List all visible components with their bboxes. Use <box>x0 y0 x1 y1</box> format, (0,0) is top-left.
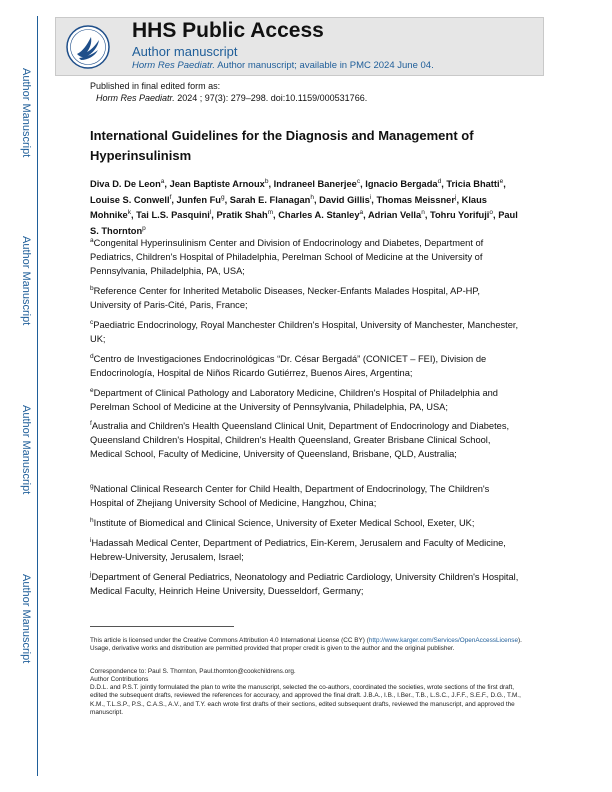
contributions-heading: Author Contributions <box>90 676 149 683</box>
affiliation-f: $^f$Australia and Children's Health Queensland Clinical Unit, Department of Endocrinology and Diabetes, Queensland Children's Hospital, Children's Health Queensland, Greater Brisbane Clinical School, Medical School, Faculty of Medicine, University of Queensland, Brisbane, QLD, Australia; <box>90 419 510 459</box>
hhs-header <box>55 17 544 76</box>
author-name: Louise S. Conwell <box>90 194 170 205</box>
author-name: Pratik Shah <box>216 210 268 220</box>
author-affiliation-marker: a <box>160 177 165 185</box>
author-name: Paul S. Thornton <box>90 210 518 236</box>
author-affiliation-marker: i <box>369 193 372 201</box>
license-note: This article is licensed under the Creative Commons Attribution 4.0 International License (CC BY) (http://www.karger.com/Services/OpenAccessLicense). Usage, derivative works and distribution are permitted provided that proper credit is given to the author and the original publisher. <box>90 637 522 653</box>
author-name: Thomas Meissner <box>376 194 455 205</box>
article-title: International Guidelines for the Diagnosis and Management of Hyperinsulinism <box>90 128 474 163</box>
affiliation-j: $^j$Department of General Pediatrics, Neonatology and Pediatric Cardiology, University Children's Hospital, Medical Faculty, Heinrich Heine University, Duesseldorf, Germany; <box>90 570 519 596</box>
hhs-eagle-logo-icon <box>65 24 111 70</box>
side-label-4: Author Manuscript <box>20 574 32 664</box>
affiliation-h: $^h$Institute of Biomedical and Clinical Science, University of Exeter Medical School, Exeter, UK; <box>90 516 475 528</box>
author-affiliation-marker: d <box>437 177 442 185</box>
author-affiliation-marker: c <box>356 177 361 185</box>
citation-details: 2024 ; 97(3): 279–298. doi:10.1159/000531766. <box>174 93 368 103</box>
author-affiliation-marker: a <box>359 208 364 216</box>
author-affiliation-marker: e <box>499 177 504 185</box>
author-affiliation-marker: l <box>209 208 212 216</box>
side-label-2: Author Manuscript <box>20 236 32 326</box>
author-affiliation-marker: f <box>169 193 172 201</box>
author-name: Adrian Vella <box>367 210 422 220</box>
author-affiliation-marker: p <box>142 224 146 232</box>
affiliation-e: $^e$Department of Clinical Pathology and Laboratory Medicine, Children's Hospital of Philadelphia and Perelman School of Medicine at the University of Pennsylvania, Philadelphia, PA, USA; <box>90 386 498 412</box>
affiliation-i: $^i$Hadassah Medical Center, Department of Pediatrics, Ein-Kerem, Jerusalem and Faculty of Medicine, Hebrew-University, Jerusalem, Israel; <box>90 536 506 562</box>
author-name: Tai L.S. Pasquini <box>136 210 210 220</box>
header-title: HHS Public Access <box>132 19 324 42</box>
author-affiliation-marker: j <box>454 193 457 201</box>
header-availability-text: Author manuscript; available in PMC 2024 June 04. <box>215 60 434 71</box>
author-name: Jean Baptiste Arnoux <box>169 179 265 189</box>
side-label-3: Author Manuscript <box>20 405 32 495</box>
author-affiliation-marker: n <box>421 208 425 216</box>
affiliation-g: $^g$National Clinical Research Center for Child Health, Department of Endocrinology, The Children's Hospital of Zhejiang University School of Medicine, Hangzhou, China; <box>90 482 490 508</box>
license-link[interactable]: http://www.karger.com/Services/OpenAccessLicense <box>368 637 519 644</box>
affiliation-c: $^c$Paediatric Endocrinology, Royal Manchester Children's Hospital, University of Manchester, Manchester, UK; <box>90 318 519 344</box>
contributions-text: D.D.L. and P.S.T. jointly formulated the plan to write the manuscript, selected the co-authors, coordinated the societies, wrote sections of the first draft, edited the subsequent drafts, reviewed the references for accuracy, and approved the final draft. J.B.A., I.B., I.Ber., T.B., L.S.C., J.F.F., S.E.F., D.G., T.M., K.M., T.L.S.P., P.S., C.A.S., A.V., and T.Y. each wrote first drafts of their sections, edited subsequent drafts, reviewed the manuscript, and approved the manuscript. <box>90 684 521 716</box>
author-affiliation-marker: g <box>220 193 225 201</box>
publication-note: Published in final edited form as: <box>90 81 221 91</box>
margin-divider <box>37 16 38 776</box>
header-journal: Horm Res Paediatr. <box>132 60 216 71</box>
author-name: Tohru Yorifuji <box>430 210 490 220</box>
author-name: Tricia Bhatti <box>446 179 500 189</box>
header-availability <box>132 60 434 71</box>
author-name: Indraneel Banerjee <box>273 179 357 189</box>
author-name: Ignacio Bergada <box>365 179 438 189</box>
affiliation-a: $^a$Congenital Hyperinsulinism Center and Division of Endocrinology and Diabetes, Department of Pediatrics, Children's Hospital of Philadelphia, Perelman School of Medicine at the University of Pennsylvania, Philadelphia, PA, USA; <box>90 236 484 276</box>
correspondence-note: Correspondence to: Paul S. Thornton, Paul.thornton@cookchildrens.org. <box>90 668 296 675</box>
author-affiliation-marker: o <box>489 208 494 216</box>
footnote-rule <box>90 626 234 627</box>
author-affiliation-marker: b <box>264 177 269 185</box>
citation-journal: Horm Res Paediatr. <box>96 93 175 103</box>
author-name: Junfen Fu <box>176 194 221 205</box>
side-label-1: Author Manuscript <box>20 68 32 158</box>
author-affiliation-marker: k <box>127 208 131 216</box>
affiliation-b: $^b$Reference Center for Inherited Metabolic Diseases, Necker-Enfants Malades Hospital, AP-HP, University of Paris-Cité, Paris, France; <box>90 284 480 310</box>
author-name: Charles A. Stanley <box>278 210 360 220</box>
author-name: Sarah E. Flanagan <box>229 194 311 205</box>
author-affiliation-marker: m <box>267 208 274 216</box>
author-name: Diva D. De Leon <box>90 179 161 189</box>
publication-info <box>90 80 367 104</box>
author-affiliation-marker: h <box>310 193 314 201</box>
header-subtitle: Author manuscript <box>132 44 238 59</box>
author-name: Klaus Mohnike <box>90 194 487 220</box>
author-name: David Gillis <box>319 194 370 205</box>
author-list: Diva D. De Leon$^a$, Jean Baptiste Arnoux$^b$, Indraneel Banerjee$^c$, Ignacio Bergada$^d$, Tricia Bhatti$^e$, Louise S. Conwell$^f$, Junfen Fu$^g$, Sarah E. Flanagan$^h$, David Gillis$^i$, Thomas Meissner$^j$, Klaus Mohnike$^k$, Tai L.S. Pasquini$^l$, Pratik Shah$^m$, Charles A. Stanley$^a$, Adrian Vella$^n$, Tohru Yorifuji$^o$, Paul S. Thornton$^p$ <box>90 177 518 236</box>
affiliation-d: $^d$Centro de Investigaciones Endocrinológicas “Dr. César Bergadá” (CONICET – FEI), Division de Endocrinología, Hospital de Niños Ricardo Gutiérrez, Buenos Aires, Argentina; <box>90 352 487 378</box>
publication-citation <box>90 92 367 104</box>
